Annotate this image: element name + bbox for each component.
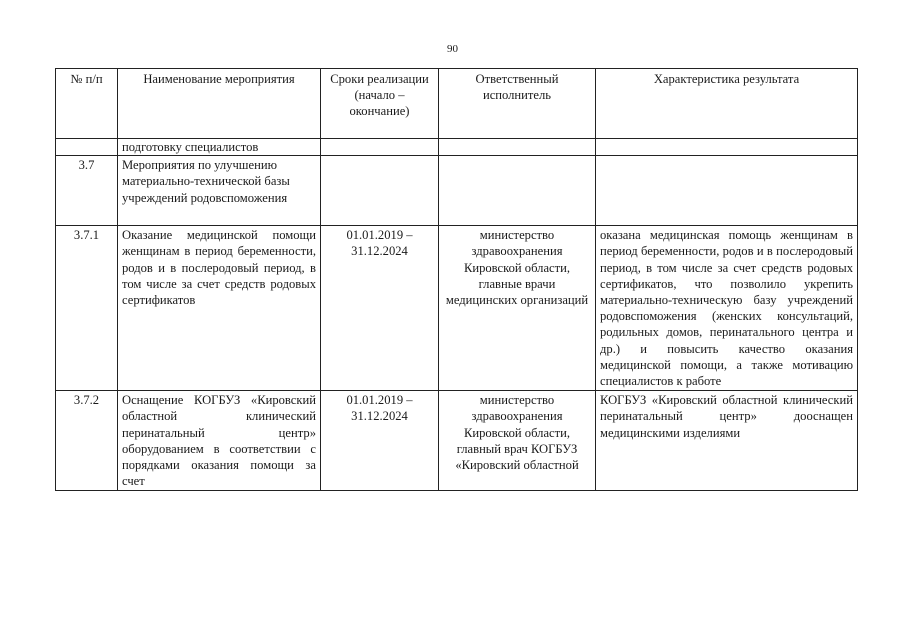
row-num: 3.7 [56, 156, 118, 226]
table-row [56, 391, 858, 491]
row-responsible [439, 139, 596, 156]
table-header-row [56, 69, 858, 139]
header-result: Характеристика результата [596, 69, 858, 139]
header-name: Наименование мероприятия [118, 69, 321, 139]
header-dates: Сроки реализации (начало – окончание) [321, 69, 439, 139]
row-responsible: министерство здравоохранения Кировской области, главные врачи медицинских организаций [439, 226, 596, 391]
row-name: Оказание медицинской помощи женщинам в период беременности, родов и в послеродовый период, в том числе за счет средств родовых сертификатов [118, 226, 321, 391]
row-dates: 01.01.2019 – 31.12.2024 [321, 226, 439, 391]
row-dates [321, 139, 439, 156]
measures-table [55, 68, 858, 491]
row-result: оказана медицинская помощь женщинам в период беременности, родов и в послеродовый период, в том числе за счет средств родовых сертификатов, что позволило укрепить материально-техническую базу учреждений родовспоможения (женских консультаций, родильных домов, перинатального центра и др.) и повысить качество оказания медицинской помощи, а также мотивацию специалистов к работе [596, 226, 858, 391]
table-row [56, 226, 858, 391]
table-row [56, 156, 858, 226]
row-name: Оснащение КОГБУЗ «Кировский областной клинический перинатальный центр» оборудованием в соответствии с порядками оказания помощи за счет [118, 391, 321, 491]
page-number: 90 [447, 43, 458, 55]
header-responsible: Ответственный исполнитель [439, 69, 596, 139]
row-num: 3.7.1 [56, 226, 118, 391]
row-result: КОГБУЗ «Кировский областной клинический перинатальный центр» дооснащен медицинскими изделиями [596, 391, 858, 491]
row-num: 3.7.2 [56, 391, 118, 491]
header-num: № п/п [56, 69, 118, 139]
row-name: Мероприятия по улучшению материально-технической базы учреждений родовспоможения [118, 156, 321, 226]
row-responsible [439, 156, 596, 226]
row-responsible: министерство здравоохранения Кировской области, главный врач КОГБУЗ «Кировский областной [439, 391, 596, 491]
row-result [596, 156, 858, 226]
row-result [596, 139, 858, 156]
row-name: подготовку специалистов [118, 139, 321, 156]
row-num [56, 139, 118, 156]
table-row [56, 139, 858, 156]
row-dates [321, 156, 439, 226]
row-dates: 01.01.2019 – 31.12.2024 [321, 391, 439, 491]
